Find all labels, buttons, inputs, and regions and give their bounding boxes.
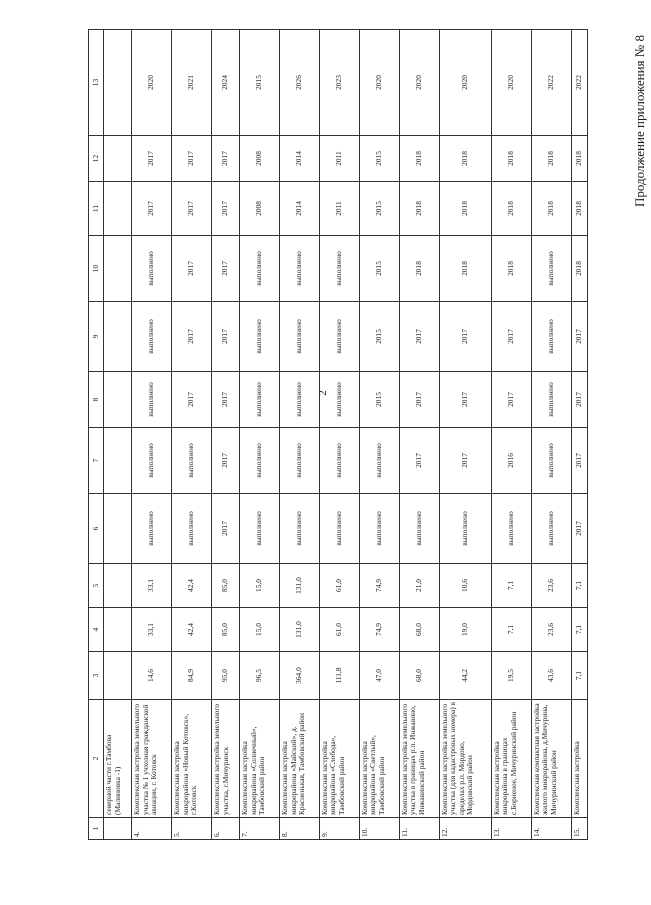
value-cell: выполнено (319, 428, 359, 494)
table-row (439, 30, 491, 840)
value-cell: 10,6 (439, 564, 491, 608)
value-cell: 2020 (132, 30, 172, 136)
object-name-cell: Комплексная застройка земельного участка в границах р.п. Инжавино, Инжавинский район (399, 700, 439, 818)
row-number-cell: 9. (319, 818, 359, 840)
value-cell: 2015 (240, 30, 280, 136)
column-header: 4 (89, 608, 104, 652)
value-cell: 2018 (531, 136, 571, 182)
value-cell: 2018 (531, 182, 571, 236)
value-cell: выполнено (531, 302, 571, 372)
value-cell: 61,0 (319, 608, 359, 652)
table-row (531, 30, 571, 840)
value-cell: 33,1 (132, 564, 172, 608)
column-header: 2 (89, 700, 104, 818)
value-cell (104, 564, 132, 608)
value-cell: выполнено (240, 494, 280, 564)
value-cell: 61,0 (319, 564, 359, 608)
value-cell: 2015 (359, 302, 399, 372)
value-cell: 2017 (571, 428, 587, 494)
value-cell: 23,6 (531, 608, 571, 652)
value-cell: 2018 (491, 236, 531, 302)
value-cell: 47,0 (359, 652, 399, 700)
value-cell: 2017 (439, 372, 491, 428)
row-number-cell: 7. (240, 818, 280, 840)
value-cell: 2017 (172, 372, 212, 428)
table-row (319, 30, 359, 840)
value-cell: выполнено (319, 372, 359, 428)
value-cell: 2017 (172, 182, 212, 236)
value-cell: 84,9 (172, 652, 212, 700)
value-cell: 2017 (399, 428, 439, 494)
value-cell: 364,0 (280, 652, 320, 700)
object-name-cell: Комплексная застройка земельного участка (для кадастровых номера) в пределах р.п. Мордово, Мордовский район (439, 700, 491, 818)
value-cell: 2008 (240, 182, 280, 236)
value-cell: 43,6 (531, 652, 571, 700)
column-header: 10 (89, 236, 104, 302)
value-cell: выполнено (280, 372, 320, 428)
object-name-cell: Комплексная компактная застройка жилого микрорайона, д.Мичурина, Мичуринский район (531, 700, 571, 818)
row-number-cell: 4. (132, 818, 172, 840)
value-cell: выполнено (280, 428, 320, 494)
page-number: 2 (317, 390, 329, 396)
value-cell: 19,5 (491, 652, 531, 700)
value-cell: 2018 (439, 182, 491, 236)
value-cell: 2022 (531, 30, 571, 136)
object-name-cell: Комплексная застройка микрорайона в границах с.Бориеное, Мичуринский район (491, 700, 531, 818)
value-cell: 2011 (319, 136, 359, 182)
value-cell: 2017 (211, 428, 239, 494)
value-cell: 44,2 (439, 652, 491, 700)
appendix-caption: Продолжение приложения № 8 (632, 35, 647, 207)
value-cell: 2017 (211, 372, 239, 428)
object-name-cell: Комплексная застройка земельного участка № 1 учхозная гражданской авиации, г. Котовск (132, 700, 172, 818)
column-header: 8 (89, 372, 104, 428)
value-cell: 2018 (571, 136, 587, 182)
value-cell: 2011 (319, 182, 359, 236)
value-cell: 2017 (211, 236, 239, 302)
value-cell: выполнено (531, 428, 571, 494)
value-cell: выполнено (280, 302, 320, 372)
value-cell: 95,0 (211, 652, 239, 700)
value-cell: 2017 (571, 302, 587, 372)
value-cell (104, 494, 132, 564)
object-name-cell: Комплексная застройка микрорайона «Майский», д. Красненькая, Тамбовский район (280, 700, 320, 818)
value-cell: 74,9 (359, 608, 399, 652)
value-cell: выполнено (280, 236, 320, 302)
value-cell: выполнено (439, 494, 491, 564)
value-cell: 2016 (491, 428, 531, 494)
value-cell (104, 30, 132, 136)
value-cell: 85,0 (211, 608, 239, 652)
table-row (491, 30, 531, 840)
value-cell: 2017 (491, 372, 531, 428)
column-header: 7 (89, 428, 104, 494)
value-cell: 14,6 (132, 652, 172, 700)
row-number-cell: 11. (399, 818, 439, 840)
value-cell: 2020 (439, 30, 491, 136)
value-cell: выполнено (531, 494, 571, 564)
table-row (280, 30, 320, 840)
value-cell: выполнено (359, 494, 399, 564)
value-cell: 2017 (132, 182, 172, 236)
value-cell: 2017 (172, 136, 212, 182)
value-cell: выполнено (531, 236, 571, 302)
value-cell: 68,0 (399, 652, 439, 700)
value-cell (104, 428, 132, 494)
value-cell: 7,1 (491, 608, 531, 652)
value-cell: 2017 (439, 302, 491, 372)
value-cell: выполнено (319, 494, 359, 564)
value-cell: выполнено (240, 372, 280, 428)
row-number-cell: 8. (280, 818, 320, 840)
value-cell: 2008 (240, 136, 280, 182)
value-cell: 2017 (211, 302, 239, 372)
value-cell (104, 302, 132, 372)
value-cell: выполнено (359, 428, 399, 494)
column-header: 5 (89, 564, 104, 608)
value-cell: 2018 (571, 236, 587, 302)
construction-schedule-table (88, 29, 588, 840)
value-cell: 2015 (359, 372, 399, 428)
value-cell: 2026 (280, 30, 320, 136)
value-cell: 131,0 (280, 608, 320, 652)
value-cell: 111,8 (319, 652, 359, 700)
row-number-cell: 5. (172, 818, 212, 840)
table-row (132, 30, 172, 840)
value-cell: 2017 (211, 136, 239, 182)
value-cell: выполнено (319, 302, 359, 372)
object-name-cell: Комплексная застройка микрорайона «Солнечный», Тамбовский район (240, 700, 280, 818)
value-cell: 2017 (439, 428, 491, 494)
value-cell: 23,6 (531, 564, 571, 608)
value-cell: 7,1 (571, 608, 587, 652)
row-number-cell: 14. (531, 818, 571, 840)
object-name-cell: Комплексная застройка земельного участка, г.Мичуринск (211, 700, 239, 818)
row-number-cell: 10. (359, 818, 399, 840)
column-header: 6 (89, 494, 104, 564)
table-row (172, 30, 212, 840)
value-cell: 7,1 (571, 652, 587, 700)
value-cell: 2017 (571, 494, 587, 564)
value-cell (104, 652, 132, 700)
column-header: 9 (89, 302, 104, 372)
value-cell: выполнено (319, 236, 359, 302)
value-cell: выполнено (172, 494, 212, 564)
value-cell: 21,0 (399, 564, 439, 608)
object-name-cell: Комплексная застройка (571, 700, 587, 818)
value-cell (104, 236, 132, 302)
row-number-cell: 6. (211, 818, 239, 840)
value-cell: выполнено (399, 494, 439, 564)
value-cell: выполнено (132, 428, 172, 494)
column-header: 1 (89, 818, 104, 840)
value-cell: 2018 (399, 182, 439, 236)
value-cell (104, 136, 132, 182)
value-cell: 2021 (172, 30, 212, 136)
value-cell: 7,1 (491, 564, 531, 608)
value-cell: 33,1 (132, 608, 172, 652)
row-number-cell (104, 818, 132, 840)
value-cell: 2014 (280, 182, 320, 236)
value-cell: 2023 (319, 30, 359, 136)
value-cell (104, 608, 132, 652)
row-number-cell: 12. (439, 818, 491, 840)
value-cell: 2015 (359, 236, 399, 302)
table-row (211, 30, 239, 840)
value-cell: 2018 (399, 136, 439, 182)
table-row (359, 30, 399, 840)
value-cell: 2017 (399, 302, 439, 372)
value-cell: 2018 (439, 136, 491, 182)
value-cell: 2018 (491, 182, 531, 236)
value-cell: 2017 (211, 182, 239, 236)
value-cell: 2024 (211, 30, 239, 136)
value-cell: 2017 (172, 236, 212, 302)
value-cell: выполнено (132, 236, 172, 302)
value-cell: 2017 (172, 302, 212, 372)
table-container (88, 30, 588, 840)
value-cell: 2017 (491, 302, 531, 372)
value-cell: 74,9 (359, 564, 399, 608)
value-cell: 2020 (399, 30, 439, 136)
value-cell: 42,4 (172, 608, 212, 652)
object-name-cell: северной части г.Тамбова (Малиновка -1) (104, 700, 132, 818)
value-cell (104, 182, 132, 236)
value-cell: выполнено (132, 372, 172, 428)
object-name-cell: Комплексная застройка микрорайона «Новый Котовск», г.Котовск (172, 700, 212, 818)
value-cell: выполнено (240, 302, 280, 372)
table-row (240, 30, 280, 840)
value-cell: 2015 (359, 182, 399, 236)
value-cell: 2015 (359, 136, 399, 182)
value-cell: выполнено (531, 372, 571, 428)
value-cell: 2017 (132, 136, 172, 182)
value-cell: 2020 (491, 30, 531, 136)
value-cell: выполнено (491, 494, 531, 564)
table-body (104, 30, 588, 840)
value-cell: выполнено (240, 236, 280, 302)
value-cell: 2020 (359, 30, 399, 136)
object-name-cell: Комплексная застройка микрорайона «Светлый», Тамбовский район (359, 700, 399, 818)
header-row (89, 30, 104, 840)
value-cell: выполнено (280, 494, 320, 564)
value-cell: 42,4 (172, 564, 212, 608)
value-cell: 2018 (439, 236, 491, 302)
value-cell: 7,1 (571, 564, 587, 608)
value-cell: выполнено (132, 494, 172, 564)
table-row (399, 30, 439, 840)
value-cell: 131,0 (280, 564, 320, 608)
value-cell: 15,0 (240, 564, 280, 608)
value-cell: 2018 (399, 236, 439, 302)
value-cell: выполнено (132, 302, 172, 372)
value-cell: 2022 (571, 30, 587, 136)
value-cell: выполнено (172, 428, 212, 494)
value-cell: 2017 (211, 494, 239, 564)
table-row (104, 30, 132, 840)
value-cell: 2014 (280, 136, 320, 182)
column-header: 3 (89, 652, 104, 700)
value-cell: 2017 (571, 372, 587, 428)
column-header: 13 (89, 30, 104, 136)
value-cell: 96,5 (240, 652, 280, 700)
value-cell: 2018 (571, 182, 587, 236)
value-cell: 2018 (491, 136, 531, 182)
value-cell: 68,0 (399, 608, 439, 652)
row-number-cell: 13. (491, 818, 531, 840)
value-cell: выполнено (240, 428, 280, 494)
column-header: 11 (89, 182, 104, 236)
value-cell: 19,0 (439, 608, 491, 652)
value-cell: 85,0 (211, 564, 239, 608)
table-row (571, 30, 587, 840)
column-header: 12 (89, 136, 104, 182)
value-cell: 15,0 (240, 608, 280, 652)
object-name-cell: Комплексная застройка микрорайона «Слобода», Тамбовский район (319, 700, 359, 818)
value-cell (104, 372, 132, 428)
value-cell: 2017 (399, 372, 439, 428)
row-number-cell: 15. (571, 818, 587, 840)
